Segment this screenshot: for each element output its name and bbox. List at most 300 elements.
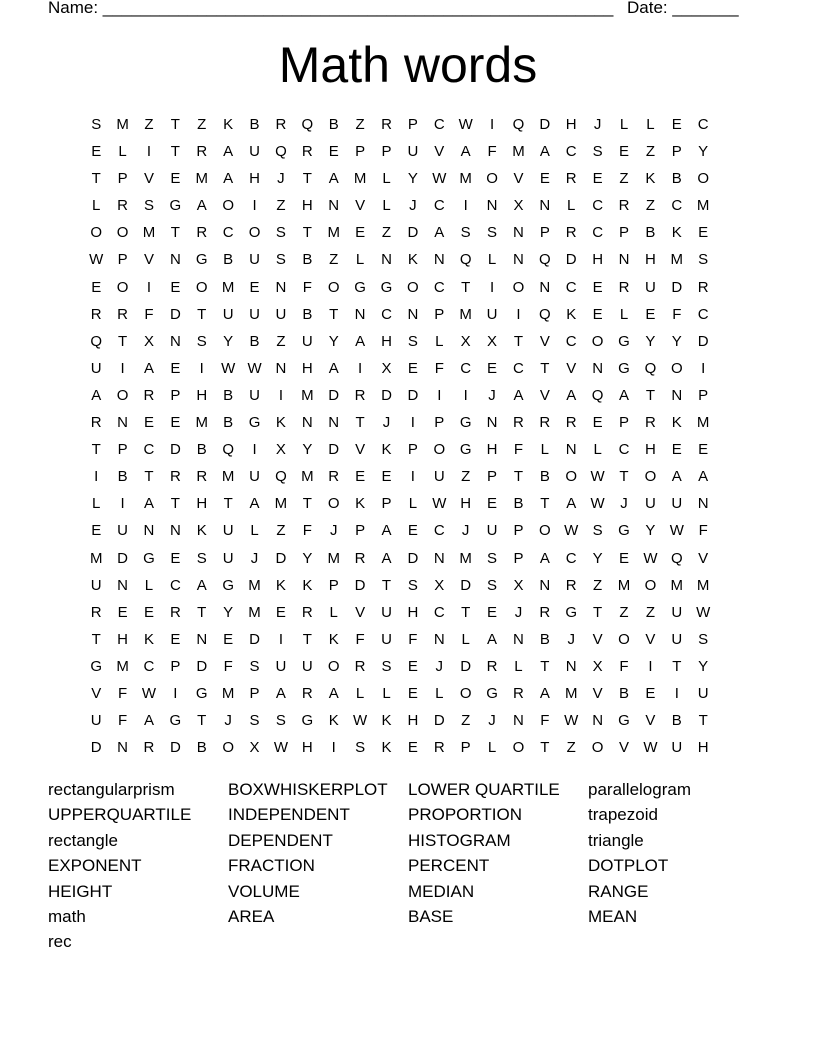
grid-letter[interactable]: I xyxy=(463,386,468,404)
grid-letter[interactable]: G xyxy=(169,712,182,730)
grid-letter[interactable]: A xyxy=(671,468,682,486)
grid-letter[interactable]: R xyxy=(433,739,445,757)
grid-letter[interactable]: T xyxy=(302,495,312,513)
grid-letter[interactable]: E xyxy=(671,441,682,459)
grid-letter[interactable]: I xyxy=(146,278,152,296)
grid-letter[interactable]: P xyxy=(117,441,128,459)
grid-letter[interactable]: C xyxy=(697,305,709,323)
grid-letter[interactable]: M xyxy=(301,386,314,404)
grid-letter[interactable]: U xyxy=(117,522,128,540)
grid-letter[interactable]: S xyxy=(143,197,154,215)
grid-letter[interactable]: J xyxy=(567,630,575,648)
grid-letter[interactable]: P xyxy=(698,386,709,404)
grid-letter[interactable]: O xyxy=(222,197,234,215)
grid-letter[interactable]: A xyxy=(619,386,630,404)
grid-letter[interactable]: T xyxy=(645,386,655,404)
grid-letter[interactable]: F xyxy=(540,712,550,730)
grid-letter[interactable]: E xyxy=(117,603,128,621)
grid-letter[interactable]: G xyxy=(248,414,261,432)
grid-letter[interactable]: E xyxy=(328,143,339,161)
grid-letter[interactable]: N xyxy=(486,414,498,432)
grid-letter[interactable]: R xyxy=(381,116,392,133)
grid-letter[interactable]: S xyxy=(460,224,471,242)
grid-letter[interactable]: P xyxy=(434,414,445,432)
grid-letter[interactable]: C xyxy=(513,359,524,377)
grid-letter[interactable]: Q xyxy=(222,441,234,459)
grid-letter[interactable]: N xyxy=(513,712,524,730)
grid-letter[interactable]: Q xyxy=(539,251,551,269)
grid-letter[interactable]: I xyxy=(489,278,495,296)
grid-letter[interactable]: N xyxy=(513,630,524,648)
grid-letter[interactable]: I xyxy=(516,305,521,323)
grid-letter[interactable]: A xyxy=(566,386,577,404)
grid-letter[interactable]: C xyxy=(460,359,472,377)
grid-letter[interactable]: D xyxy=(275,549,287,567)
grid-letter[interactable]: U xyxy=(90,359,102,377)
grid-letter[interactable]: O xyxy=(222,739,234,757)
grid-letter[interactable]: L xyxy=(250,522,259,540)
grid-letter[interactable]: U xyxy=(249,386,260,404)
grid-letter[interactable]: Y xyxy=(302,549,313,567)
grid-letter[interactable]: G xyxy=(354,278,366,296)
grid-letter[interactable]: L xyxy=(487,739,497,757)
grid-letter[interactable]: M xyxy=(459,549,472,567)
grid-letter[interactable]: D xyxy=(90,739,102,757)
grid-letter[interactable]: N xyxy=(117,414,128,432)
grid-letter[interactable]: B xyxy=(539,468,550,486)
grid-letter[interactable]: P xyxy=(117,251,128,269)
grid-letter[interactable]: E xyxy=(645,305,656,323)
grid-letter[interactable]: T xyxy=(461,278,471,296)
grid-letter[interactable]: T xyxy=(170,143,180,161)
grid-letter[interactable]: X xyxy=(275,441,286,459)
grid-letter[interactable]: X xyxy=(513,197,524,215)
grid-letter[interactable]: O xyxy=(486,170,498,188)
grid-letter[interactable]: E xyxy=(381,468,392,486)
grid-letter[interactable]: M xyxy=(617,576,631,594)
grid-letter[interactable]: P xyxy=(328,576,339,594)
grid-letter[interactable]: I xyxy=(648,657,653,675)
grid-letter[interactable]: Y xyxy=(698,143,709,161)
grid-letter[interactable]: I xyxy=(358,359,363,377)
grid-letter[interactable]: S xyxy=(407,332,418,350)
grid-letter[interactable]: P xyxy=(513,522,524,540)
grid-letter[interactable]: C xyxy=(433,197,445,215)
grid-letter[interactable]: F xyxy=(302,522,312,540)
grid-letter[interactable]: C xyxy=(433,116,445,133)
grid-letter[interactable]: C xyxy=(697,116,709,133)
grid-letter[interactable]: M xyxy=(696,197,710,215)
grid-letter[interactable]: U xyxy=(90,576,102,594)
grid-letter[interactable]: K xyxy=(671,224,682,242)
grid-letter[interactable]: S xyxy=(487,224,498,242)
grid-letter[interactable]: H xyxy=(249,170,260,188)
grid-letter[interactable]: L xyxy=(593,441,602,459)
grid-letter[interactable]: D xyxy=(328,386,340,404)
grid-letter[interactable]: T xyxy=(197,305,207,323)
grid-letter[interactable]: R xyxy=(618,278,630,296)
grid-letter[interactable]: X xyxy=(592,657,603,675)
grid-letter[interactable]: J xyxy=(382,414,391,432)
grid-letter[interactable]: P xyxy=(381,495,392,513)
grid-letter[interactable]: X xyxy=(249,739,260,757)
grid-letter[interactable]: F xyxy=(144,305,154,323)
grid-letter[interactable]: F xyxy=(408,630,418,648)
grid-letter[interactable]: R xyxy=(513,414,524,432)
grid-letter[interactable]: T xyxy=(540,657,550,675)
grid-letter[interactable]: Z xyxy=(276,197,286,215)
grid-letter[interactable]: V xyxy=(645,712,656,730)
grid-letter[interactable]: I xyxy=(410,414,415,432)
grid-letter[interactable]: Z xyxy=(645,603,655,621)
grid-letter[interactable]: R xyxy=(565,224,577,242)
grid-letter[interactable]: M xyxy=(327,549,340,567)
grid-letter[interactable]: O xyxy=(116,386,129,404)
grid-letter[interactable]: D xyxy=(354,576,366,594)
grid-letter[interactable]: O xyxy=(591,739,604,757)
grid-letter[interactable]: B xyxy=(249,332,260,350)
grid-letter[interactable]: S xyxy=(487,576,498,594)
grid-letter[interactable]: C xyxy=(592,197,604,215)
grid-letter[interactable]: P xyxy=(487,468,498,486)
grid-letter[interactable]: Z xyxy=(461,468,471,486)
grid-letter[interactable]: E xyxy=(407,739,418,757)
grid-letter[interactable]: R xyxy=(301,603,313,621)
grid-letter[interactable]: M xyxy=(248,576,261,594)
grid-letter[interactable]: E xyxy=(91,522,102,540)
grid-letter[interactable]: N xyxy=(117,576,128,594)
grid-letter[interactable]: N xyxy=(697,495,709,513)
grid-letter[interactable]: E xyxy=(539,170,550,188)
grid-letter[interactable]: O xyxy=(644,468,657,486)
grid-letter[interactable]: L xyxy=(92,495,101,513)
grid-letter[interactable]: V xyxy=(143,251,154,269)
grid-letter[interactable]: I xyxy=(278,630,284,648)
grid-letter[interactable]: E xyxy=(275,603,286,621)
grid-letter[interactable]: P xyxy=(671,143,682,161)
grid-letter[interactable]: C xyxy=(433,603,445,621)
grid-letter[interactable]: E xyxy=(223,630,234,648)
grid-letter[interactable]: T xyxy=(461,603,471,621)
grid-letter[interactable]: E xyxy=(698,441,709,459)
grid-letter[interactable]: E xyxy=(143,603,154,621)
grid-letter[interactable]: P xyxy=(381,143,392,161)
grid-letter[interactable]: M xyxy=(696,576,710,594)
grid-letter[interactable]: V xyxy=(355,197,366,215)
grid-letter[interactable]: S xyxy=(407,576,418,594)
grid-letter[interactable]: C xyxy=(433,278,445,296)
grid-letter[interactable]: B xyxy=(328,116,339,133)
grid-letter[interactable]: V xyxy=(355,441,366,459)
grid-letter[interactable]: K xyxy=(566,305,577,323)
grid-letter[interactable]: G xyxy=(169,197,182,215)
grid-letter[interactable]: H xyxy=(407,712,419,730)
grid-letter[interactable]: T xyxy=(355,414,365,432)
grid-letter[interactable]: R xyxy=(618,197,630,215)
grid-letter[interactable]: I xyxy=(278,386,284,404)
grid-letter[interactable]: R xyxy=(565,576,577,594)
grid-letter[interactable]: C xyxy=(143,441,155,459)
grid-letter[interactable]: M xyxy=(248,603,261,621)
grid-letter[interactable]: M xyxy=(459,170,472,188)
grid-letter[interactable]: H xyxy=(117,630,128,648)
grid-letter[interactable]: U xyxy=(644,495,656,513)
grid-letter[interactable]: J xyxy=(329,522,338,540)
grid-letter[interactable]: R xyxy=(90,305,102,323)
grid-letter[interactable]: A xyxy=(566,495,577,513)
grid-letter[interactable]: K xyxy=(328,630,339,648)
grid-letter[interactable]: T xyxy=(381,576,392,594)
grid-letter[interactable]: G xyxy=(195,251,208,269)
grid-letter[interactable]: H xyxy=(565,116,577,133)
grid-letter[interactable]: I xyxy=(674,684,679,702)
grid-letter[interactable]: N xyxy=(592,359,604,377)
grid-letter[interactable]: W xyxy=(273,739,289,757)
grid-letter[interactable]: R xyxy=(697,278,709,296)
grid-letter[interactable]: P xyxy=(619,414,630,432)
grid-letter[interactable]: J xyxy=(277,170,285,188)
grid-letter[interactable]: I xyxy=(489,116,495,133)
grid-letter[interactable]: M xyxy=(512,143,525,161)
grid-letter[interactable]: W xyxy=(458,116,473,133)
grid-letter[interactable]: K xyxy=(381,739,392,757)
grid-letter[interactable]: R xyxy=(143,739,155,757)
grid-letter[interactable]: I xyxy=(199,359,204,377)
grid-letter[interactable]: E xyxy=(355,468,366,486)
grid-letter[interactable]: P xyxy=(249,684,260,702)
grid-letter[interactable]: L xyxy=(487,251,497,269)
grid-letter[interactable]: E xyxy=(671,116,682,133)
grid-letter[interactable]: R xyxy=(117,197,128,215)
grid-letter[interactable]: A xyxy=(487,630,498,648)
grid-letter[interactable]: O xyxy=(195,278,208,296)
grid-letter[interactable]: L xyxy=(567,197,576,215)
grid-letter[interactable]: Y xyxy=(592,549,603,567)
grid-letter[interactable]: E xyxy=(170,630,181,648)
grid-letter[interactable]: I xyxy=(94,468,99,486)
grid-letter[interactable]: U xyxy=(275,657,287,675)
grid-letter[interactable]: T xyxy=(197,603,207,621)
grid-letter[interactable]: X xyxy=(143,332,154,350)
grid-letter[interactable]: E xyxy=(592,414,603,432)
grid-letter[interactable]: U xyxy=(275,305,287,323)
grid-letter[interactable]: O xyxy=(565,468,578,486)
grid-letter[interactable]: O xyxy=(327,495,340,513)
grid-letter[interactable]: B xyxy=(117,468,128,486)
grid-letter[interactable]: Z xyxy=(381,224,392,242)
grid-letter[interactable]: N xyxy=(275,359,287,377)
grid-letter[interactable]: E xyxy=(487,359,498,377)
grid-letter[interactable]: R xyxy=(196,468,208,486)
grid-letter[interactable]: T xyxy=(302,224,312,242)
grid-letter[interactable]: Q xyxy=(539,305,551,323)
grid-letter[interactable]: Z xyxy=(566,739,576,757)
grid-letter[interactable]: E xyxy=(249,278,260,296)
grid-letter[interactable]: H xyxy=(697,739,709,757)
grid-letter[interactable]: H xyxy=(407,603,419,621)
grid-letter[interactable]: K xyxy=(275,414,286,432)
grid-letter[interactable]: U xyxy=(381,603,392,621)
grid-letter[interactable]: F xyxy=(118,712,128,730)
grid-letter[interactable]: B xyxy=(196,441,207,459)
grid-letter[interactable]: E xyxy=(619,143,630,161)
grid-letter[interactable]: N xyxy=(513,224,524,242)
grid-letter[interactable]: G xyxy=(565,603,578,621)
grid-letter[interactable]: R xyxy=(328,468,340,486)
grid-letter[interactable]: L xyxy=(382,197,391,215)
grid-letter[interactable]: B xyxy=(671,170,682,188)
grid-letter[interactable]: I xyxy=(331,739,336,757)
grid-letter[interactable]: J xyxy=(620,495,628,513)
grid-letter[interactable]: L xyxy=(355,251,365,269)
grid-letter[interactable]: X xyxy=(460,332,471,350)
grid-letter[interactable]: Q xyxy=(301,116,314,133)
grid-letter[interactable]: S xyxy=(698,630,709,648)
grid-letter[interactable]: B xyxy=(539,630,550,648)
grid-letter[interactable]: M xyxy=(459,305,472,323)
grid-letter[interactable]: L xyxy=(619,305,629,323)
grid-letter[interactable]: M xyxy=(116,657,129,675)
grid-letter[interactable]: F xyxy=(355,630,365,648)
grid-letter[interactable]: I xyxy=(252,197,257,215)
grid-letter[interactable]: Q xyxy=(275,468,287,486)
grid-letter[interactable]: M xyxy=(670,576,684,594)
grid-letter[interactable]: T xyxy=(619,468,629,486)
grid-letter[interactable]: Z xyxy=(144,116,154,133)
grid-letter[interactable]: N xyxy=(196,630,208,648)
grid-letter[interactable]: I xyxy=(463,197,468,215)
grid-letter[interactable]: H xyxy=(644,441,656,459)
grid-letter[interactable]: Q xyxy=(670,549,683,567)
grid-letter[interactable]: J xyxy=(409,197,417,215)
grid-letter[interactable]: H xyxy=(592,251,604,269)
grid-letter[interactable]: K xyxy=(223,116,234,133)
grid-letter[interactable]: U xyxy=(486,305,498,323)
grid-letter[interactable]: A xyxy=(328,170,339,188)
grid-letter[interactable]: L xyxy=(382,170,391,188)
grid-letter[interactable]: N xyxy=(433,549,445,567)
grid-letter[interactable]: J xyxy=(461,522,470,540)
grid-letter[interactable]: R xyxy=(275,116,287,133)
grid-letter[interactable]: U xyxy=(301,332,313,350)
grid-letter[interactable]: T xyxy=(197,712,207,730)
grid-letter[interactable]: D xyxy=(433,712,445,730)
grid-letter[interactable]: N xyxy=(433,251,445,269)
grid-letter[interactable]: O xyxy=(697,170,710,188)
grid-letter[interactable]: B xyxy=(223,386,234,404)
grid-letter[interactable]: O xyxy=(116,278,129,296)
grid-letter[interactable]: T xyxy=(91,630,101,648)
grid-letter[interactable]: M xyxy=(195,170,208,188)
grid-letter[interactable]: X xyxy=(434,576,445,594)
grid-letter[interactable]: R xyxy=(539,414,551,432)
grid-letter[interactable]: A xyxy=(196,576,207,594)
grid-letter[interactable]: X xyxy=(487,332,498,350)
grid-letter[interactable]: C xyxy=(143,657,155,675)
grid-letter[interactable]: E xyxy=(487,495,498,513)
grid-letter[interactable]: G xyxy=(459,414,472,432)
grid-letter[interactable]: B xyxy=(645,224,656,242)
grid-letter[interactable]: G xyxy=(380,278,393,296)
grid-letter[interactable]: N xyxy=(539,197,551,215)
grid-letter[interactable]: S xyxy=(275,224,286,242)
grid-letter[interactable]: P xyxy=(513,549,524,567)
grid-letter[interactable]: G xyxy=(459,441,472,459)
grid-letter[interactable]: R xyxy=(196,143,208,161)
grid-letter[interactable]: S xyxy=(275,712,286,730)
grid-letter[interactable]: Q xyxy=(512,116,525,133)
grid-letter[interactable]: N xyxy=(381,251,392,269)
grid-letter[interactable]: S xyxy=(698,251,709,269)
grid-letter[interactable]: L xyxy=(408,495,418,513)
grid-letter[interactable]: S xyxy=(91,116,102,133)
grid-letter[interactable]: D xyxy=(169,739,181,757)
grid-letter[interactable]: N xyxy=(354,305,366,323)
grid-letter[interactable]: Y xyxy=(223,332,234,350)
grid-letter[interactable]: F xyxy=(434,359,444,377)
grid-letter[interactable]: F xyxy=(223,657,233,675)
grid-letter[interactable]: W xyxy=(564,712,579,730)
grid-letter[interactable]: V xyxy=(592,630,603,648)
grid-letter[interactable]: U xyxy=(249,143,260,161)
grid-letter[interactable]: O xyxy=(433,441,446,459)
grid-letter[interactable]: C xyxy=(592,224,604,242)
grid-letter[interactable]: U xyxy=(249,305,260,323)
grid-letter[interactable]: Q xyxy=(90,332,103,350)
grid-letter[interactable]: E xyxy=(592,170,603,188)
grid-letter[interactable]: L xyxy=(329,603,338,621)
grid-letter[interactable]: Q xyxy=(459,251,472,269)
grid-letter[interactable]: R xyxy=(169,603,181,621)
grid-letter[interactable]: T xyxy=(302,630,312,648)
grid-letter[interactable]: O xyxy=(644,576,657,594)
grid-letter[interactable]: T xyxy=(672,657,682,675)
grid-letter[interactable]: R xyxy=(117,305,128,323)
grid-letter[interactable]: T xyxy=(91,170,101,188)
grid-letter[interactable]: E xyxy=(355,224,366,242)
grid-letter[interactable]: Z xyxy=(355,116,365,133)
grid-letter[interactable]: P xyxy=(170,386,181,404)
grid-letter[interactable]: K xyxy=(381,441,392,459)
grid-letter[interactable]: T xyxy=(698,712,708,730)
grid-letter[interactable]: V xyxy=(91,684,102,702)
grid-letter[interactable]: O xyxy=(116,224,129,242)
grid-letter[interactable]: W xyxy=(89,251,104,269)
grid-letter[interactable]: W xyxy=(141,684,157,702)
grid-letter[interactable]: V xyxy=(355,603,366,621)
grid-letter[interactable]: M xyxy=(89,549,103,567)
grid-letter[interactable]: I xyxy=(701,359,706,377)
grid-letter[interactable]: A xyxy=(91,386,102,404)
grid-letter[interactable]: T xyxy=(513,332,524,350)
grid-letter[interactable]: E xyxy=(592,305,603,323)
grid-letter[interactable]: M xyxy=(301,468,314,486)
grid-letter[interactable]: U xyxy=(671,630,683,648)
grid-letter[interactable]: Z xyxy=(645,197,655,215)
grid-letter[interactable]: T xyxy=(170,116,180,133)
grid-letter[interactable]: Y xyxy=(328,332,339,350)
grid-letter[interactable]: Z xyxy=(619,170,629,188)
grid-letter[interactable]: C xyxy=(618,441,630,459)
grid-letter[interactable]: O xyxy=(327,278,340,296)
grid-letter[interactable]: E xyxy=(619,549,630,567)
grid-letter[interactable]: P xyxy=(460,739,471,757)
grid-letter[interactable]: E xyxy=(407,684,418,702)
grid-letter[interactable]: P xyxy=(170,657,181,675)
grid-letter[interactable]: E xyxy=(170,549,181,567)
grid-letter[interactable]: B xyxy=(302,305,313,323)
grid-letter[interactable]: N xyxy=(169,251,181,269)
